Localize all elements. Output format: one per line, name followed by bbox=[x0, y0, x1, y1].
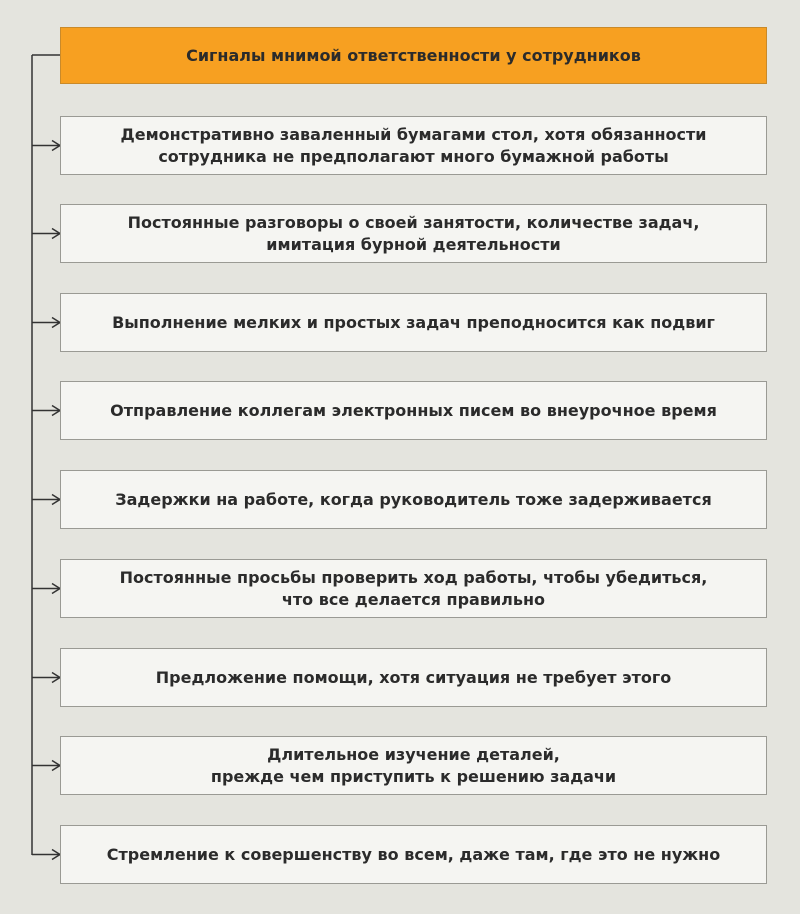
item-box-5: Задержки на работе, когда руководитель тоже задерживается bbox=[60, 470, 767, 529]
item-box-1: Демонстративно заваленный бумагами стол, хотя обязанности сотрудника не предполагают много бумажной работы bbox=[60, 116, 767, 175]
item-box-9: Стремление к совершенству во всем, даже там, где это не нужно bbox=[60, 825, 767, 884]
item-box-3: Выполнение мелких и простых задач преподносится как подвиг bbox=[60, 293, 767, 352]
item-box-6: Постоянные просьбы проверить ход работы, чтобы убедиться, что все делается правильно bbox=[60, 559, 767, 618]
diagram-title: Сигналы мнимой ответственности у сотрудников bbox=[60, 27, 767, 84]
item-box-7: Предложение помощи, хотя ситуация не требует этого bbox=[60, 648, 767, 707]
item-box-8: Длительное изучение деталей, прежде чем приступить к решению задачи bbox=[60, 736, 767, 795]
item-box-2: Постоянные разговоры о своей занятости, количестве задач, имитация бурной деятельности bbox=[60, 204, 767, 263]
item-box-4: Отправление коллегам электронных писем во внеурочное время bbox=[60, 381, 767, 440]
